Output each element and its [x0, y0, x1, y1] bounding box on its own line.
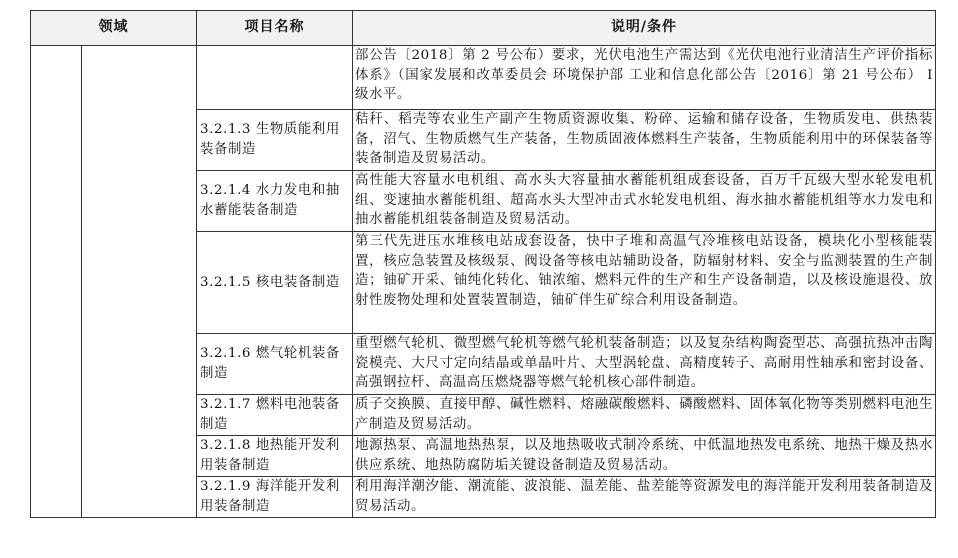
- project-name-cell: 3.2.1.8 地热能开发利用装备制造: [197, 436, 353, 477]
- project-name-cell: 3.2.1.9 海洋能开发利用装备制造: [197, 477, 353, 518]
- project-name-cell: 3.2.1.4 水力发电和抽水蓄能装备制造: [197, 171, 353, 232]
- description-cell: 秸秆、稻壳等农业生产副产生物质资源收集、粉碎、运输和储存设备，生物质发电、供热装备，沼气、生物质燃气生产装备，生物质固液体燃料生产装备，生物质能利用中的环保装备等装备制造及贸易活动。: [353, 110, 936, 171]
- header-project-name: 项目名称: [197, 11, 353, 46]
- description-cell: 利用海洋潮汐能、潮流能、波浪能、温差能、盐差能等资源发电的海洋能开发利用装备制造及贸易活动。: [353, 477, 936, 518]
- project-name-cell: 3.2.1.5 核电装备制造: [197, 232, 353, 334]
- table-row: [31, 46, 936, 110]
- header-description: 说明/条件: [353, 11, 936, 46]
- catalog-table: [30, 10, 936, 518]
- description-cell: 质子交换膜、直接甲醇、碱性燃料、熔融碳酸燃料、磷酸燃料、固体氧化物等类别燃料电池生产制造及贸易活动。: [353, 395, 936, 436]
- project-name-cell: 3.2.1.6 燃气轮机装备制造: [197, 334, 353, 395]
- description-cell: 第三代先进压水堆核电站成套设备，快中子堆和高温气冷堆核电站设备，模块化小型核能装置，核应急装置及核级泵、阀设备等核电站辅助设备，防辐射材料、安全与监测装置的生产制造；铀矿开采、铀纯化转化、铀浓缩、燃料元件的生产和生产设备制造，以及核设施退役、放射性废物处理和处置装置制造，铀矿伴生矿综合利用设备制造。: [353, 232, 936, 334]
- description-cell: 高性能大容量水电机组、高水头大容量抽水蓄能机组成套设备，百万千瓦级大型水轮发电机组、变速抽水蓄能机组、超高水头大型冲击式水轮发电机组、海水抽水蓄能机组等水力发电和抽水蓄能机组装备制造及贸易活动。: [353, 171, 936, 232]
- description-cell: 重型燃气轮机、微型燃气轮机等燃气轮机装备制造；以及复杂结构陶瓷型芯、高强抗热冲击陶瓷模壳、大尺寸定向结晶或单晶叶片、大型涡轮盘、高精度转子、高耐用性轴承和密封设备、高强钢拉杆、高温高压燃烧器等燃气轮机核心部件制造。: [353, 334, 936, 395]
- domain-cell-level2: [82, 46, 197, 518]
- description-cell: 地源热泵、高温地热热泵，以及地热吸收式制冷系统、中低温地热发电系统、地热干燥及热水供应系统、地热防腐防垢关键设备制造及贸易活动。: [353, 436, 936, 477]
- description-cell: 部公告〔2018〕第 2 号公布）要求，光伏电池生产需达到《光伏电池行业清洁生产评价指标体系》（国家发展和改革委员会 环境保护部 工业和信息化部公告〔2016〕第 21 号公布） I 级水平。: [353, 46, 936, 110]
- project-name-cell: [197, 46, 353, 110]
- project-name-cell: 3.2.1.7 燃料电池装备制造: [197, 395, 353, 436]
- domain-cell-level1: [31, 46, 82, 518]
- header-domain: 领域: [31, 11, 197, 46]
- project-name-cell: 3.2.1.3 生物质能利用装备制造: [197, 110, 353, 171]
- table-header-row: [31, 11, 936, 46]
